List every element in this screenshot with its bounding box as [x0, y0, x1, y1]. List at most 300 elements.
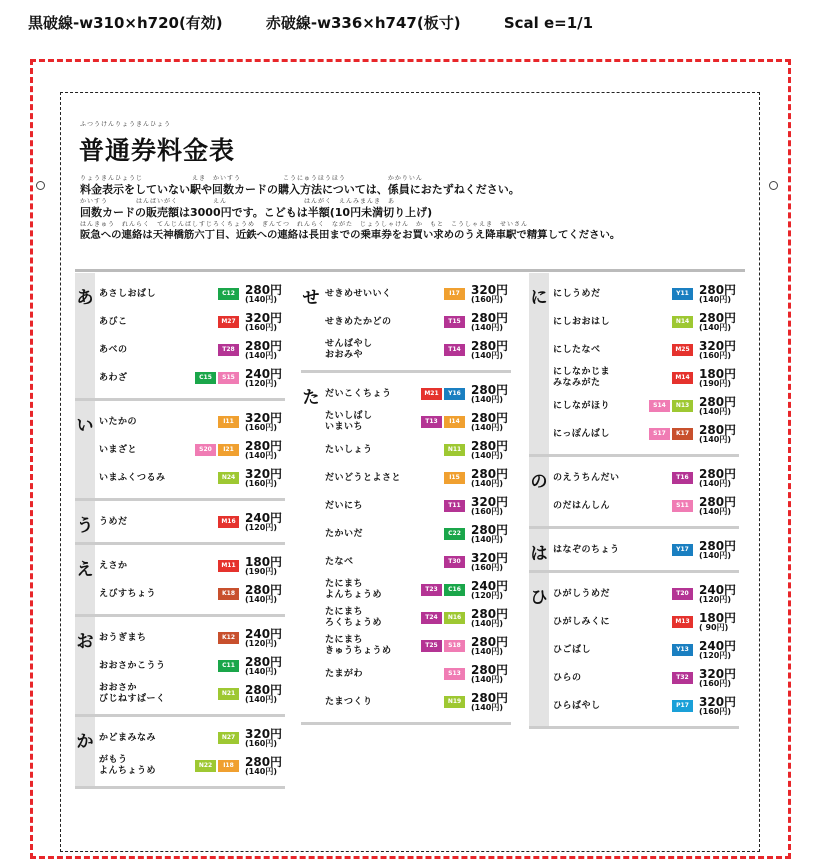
- child-fare: (160円): [471, 294, 504, 304]
- station-code-badge: S14: [649, 400, 670, 412]
- station-name: おうぎまち: [99, 632, 147, 643]
- station-code-badge: S15: [218, 372, 239, 384]
- station-name: にしおおはし: [553, 316, 611, 327]
- kana-heading: せ: [302, 288, 320, 308]
- station-row: [553, 636, 739, 664]
- station-name: にっぽんばし: [553, 428, 610, 439]
- fare-amount: [699, 610, 739, 632]
- station-code-badge: M11: [218, 560, 239, 572]
- station-name: ひがしみくに: [553, 616, 611, 627]
- station-name: せきめせいいく: [325, 288, 392, 299]
- adult-fare: 240円: [245, 366, 283, 381]
- adult-fare: 180円: [699, 366, 737, 381]
- fare-amount: [471, 282, 511, 304]
- station-code-badge: N19: [444, 696, 465, 708]
- station-name: のだはんしん: [553, 500, 611, 511]
- station-name: たなべ: [325, 556, 354, 567]
- child-fare: (140円): [471, 422, 504, 432]
- station-code-badge: M16: [218, 516, 239, 528]
- fare-amount: [471, 690, 511, 712]
- child-fare: (140円): [699, 434, 732, 444]
- station-list: [553, 529, 739, 570]
- station-name: たにまち ろくちょうめ: [325, 607, 383, 628]
- kana-heading: に: [529, 273, 549, 454]
- scale-label: Scal e=1/1: [503, 14, 594, 32]
- child-fare: (140円): [245, 350, 278, 360]
- fare-amount: [245, 310, 285, 332]
- station-name: たまがわ: [325, 668, 364, 679]
- station-code-badge: M14: [672, 372, 693, 384]
- child-fare: (140円): [471, 618, 504, 628]
- child-fare: (140円): [471, 350, 504, 360]
- adult-fare: 280円: [699, 466, 737, 481]
- adult-fare: 280円: [245, 654, 283, 669]
- adult-fare: 280円: [699, 538, 737, 553]
- fare-amount: [699, 666, 739, 688]
- kana-heading: い: [75, 401, 95, 498]
- station-name: だいこくちょう: [325, 388, 392, 399]
- fare-amount: [245, 510, 285, 532]
- station-code-badge: C15: [195, 372, 216, 384]
- fare-amount: [699, 694, 739, 716]
- fare-amount: [245, 338, 285, 360]
- kana-heading: う: [75, 501, 95, 542]
- station-name: いまふくつるみ: [99, 472, 166, 483]
- child-fare: (120円): [471, 590, 504, 600]
- line-badges: [444, 344, 465, 356]
- child-fare: (140円): [245, 294, 278, 304]
- child-fare: (140円): [245, 594, 278, 604]
- station-code-badge: S13: [444, 668, 465, 680]
- kana-group: [75, 545, 285, 617]
- line-badges: [421, 584, 465, 596]
- line-badges: [444, 528, 465, 540]
- station-code-badge: Y13: [672, 644, 693, 656]
- station-name: えびすちょう: [99, 588, 157, 599]
- fare-amount: [471, 310, 511, 332]
- line-badges: [218, 416, 239, 428]
- station-code-badge: T32: [672, 672, 693, 684]
- station-row: [99, 464, 285, 492]
- black-frame-spec: 黒破線-w310×h720(有効): [28, 14, 223, 32]
- station-code-badge: M25: [672, 344, 693, 356]
- station-list: [99, 717, 285, 786]
- fare-amount: [245, 626, 285, 648]
- adult-fare: 320円: [471, 494, 509, 509]
- adult-fare: 280円: [245, 582, 283, 597]
- fare-amount: [471, 634, 511, 656]
- note-ruby: りょうきんひょうじ えき かいすう こうにゅうほうほう かかりいん: [80, 175, 423, 182]
- adult-fare: 320円: [699, 694, 737, 709]
- child-fare: (140円): [245, 666, 278, 676]
- child-fare: (160円): [699, 350, 732, 360]
- station-name: ひごばし: [553, 644, 592, 655]
- station-code-badge: C22: [444, 528, 465, 540]
- station-name: ひがしうめだ: [553, 588, 611, 599]
- adult-fare: 280円: [245, 338, 283, 353]
- line-badges: [421, 416, 465, 428]
- child-fare: (140円): [471, 702, 504, 712]
- station-row: [325, 380, 511, 408]
- line-badges: [218, 588, 239, 600]
- station-row: [99, 508, 285, 536]
- station-code-badge: K18: [218, 588, 239, 600]
- kana-group: [75, 273, 285, 401]
- adult-fare: 280円: [245, 682, 283, 697]
- station-row: [325, 280, 511, 308]
- line-badges: [672, 644, 693, 656]
- adult-fare: 240円: [699, 638, 737, 653]
- page-title: 普通券料金表: [79, 136, 236, 165]
- line-badges: [444, 668, 465, 680]
- station-list: [99, 617, 285, 714]
- station-name: だいどうとよさと: [325, 472, 402, 483]
- child-fare: (160円): [245, 422, 278, 432]
- kana-heading: ひ: [529, 573, 549, 726]
- station-list: [99, 501, 285, 542]
- line-badges: [444, 556, 465, 568]
- station-list: [99, 401, 285, 498]
- station-list: [99, 545, 285, 614]
- station-row: [553, 392, 739, 420]
- fare-amount: [471, 438, 511, 460]
- child-fare: (140円): [699, 322, 732, 332]
- station-row: [325, 632, 511, 660]
- adult-fare: 320円: [245, 466, 283, 481]
- note-text: 阪急への連絡は天神橋筋六丁目、近鉄への連絡は長田までの乗車券をお買い求めのうえ降車駅で精算してください。: [80, 229, 621, 241]
- line-badges: [444, 472, 465, 484]
- child-fare: (140円): [471, 450, 504, 460]
- station-name: のえうちんだい: [553, 472, 620, 483]
- station-code-badge: T11: [444, 500, 465, 512]
- child-fare: (140円): [245, 694, 278, 704]
- child-fare: (120円): [245, 378, 278, 388]
- line-badges: [195, 444, 239, 456]
- station-code-badge: T23: [421, 584, 442, 596]
- line-badges: [218, 516, 239, 528]
- station-code-badge: K17: [672, 428, 693, 440]
- station-name: せんばやし おおみや: [325, 339, 373, 360]
- adult-fare: 320円: [471, 550, 509, 565]
- kana-heading: え: [75, 545, 95, 614]
- line-badges: [672, 344, 693, 356]
- child-fare: (140円): [245, 450, 278, 460]
- fare-amount: [471, 466, 511, 488]
- station-row: [553, 492, 739, 520]
- child-fare: (140円): [471, 478, 504, 488]
- station-row: [99, 280, 285, 308]
- note-2: [80, 198, 750, 219]
- fare-amount: [471, 662, 511, 684]
- station-code-badge: T24: [421, 612, 442, 624]
- child-fare: (140円): [699, 294, 732, 304]
- note-ruby: はんきゅう れんらく てんじんばしすじろくちょうめ ぎんてつ れんらく ながた じょうしゃけん か もと こうしゃえき せいさん: [80, 221, 529, 228]
- adult-fare: 280円: [471, 634, 509, 649]
- child-fare: (120円): [699, 650, 732, 660]
- line-badges: [672, 472, 693, 484]
- fare-column-3: [529, 273, 739, 729]
- adult-fare: 280円: [471, 662, 509, 677]
- mount-hole-right-icon: [769, 181, 778, 190]
- station-code-badge: Y16: [444, 388, 465, 400]
- red-frame-spec: 赤破線-w336×h747(板寸): [265, 14, 461, 32]
- line-badges: [672, 700, 693, 712]
- adult-fare: 280円: [699, 422, 737, 437]
- fare-amount: [471, 550, 511, 572]
- station-row: [325, 336, 511, 364]
- station-row: [553, 420, 739, 448]
- fare-amount: [471, 606, 511, 628]
- adult-fare: 180円: [245, 554, 283, 569]
- child-fare: (120円): [245, 638, 278, 648]
- adult-fare: 240円: [471, 578, 509, 593]
- station-code-badge: I15: [444, 472, 465, 484]
- station-row: [553, 536, 739, 564]
- line-badges: [444, 696, 465, 708]
- station-name: たまつくり: [325, 696, 373, 707]
- station-code-badge: T25: [421, 640, 442, 652]
- line-badges: [218, 732, 239, 744]
- station-code-badge: N22: [195, 760, 216, 772]
- fare-amount: [245, 754, 285, 776]
- child-fare: (160円): [699, 678, 732, 688]
- station-row: [553, 664, 739, 692]
- adult-fare: 280円: [699, 282, 737, 297]
- note-text: 回数カードの販売額は3000円です。こどもは半額(10円未満切り上げ): [80, 206, 433, 219]
- station-row: [325, 604, 511, 632]
- adult-fare: 280円: [699, 394, 737, 409]
- line-badges: [421, 640, 465, 652]
- kana-heading: の: [529, 457, 549, 526]
- notes: [80, 175, 750, 244]
- station-name: がもう よんちょうめ: [99, 755, 157, 776]
- kana-group: [529, 573, 739, 729]
- station-row: [553, 364, 739, 392]
- line-badges: [218, 344, 239, 356]
- station-list: [553, 573, 739, 726]
- fare-amount: [245, 282, 285, 304]
- station-row: [553, 336, 739, 364]
- adult-fare: 320円: [245, 410, 283, 425]
- station-list: [325, 273, 511, 370]
- child-fare: (160円): [245, 478, 278, 488]
- station-code-badge: N27: [218, 732, 239, 744]
- kana-group: [75, 717, 285, 789]
- note-text: 料金表示をしていない駅や回数カードの購入方法については、係員におたずねください。: [80, 183, 520, 196]
- station-code-badge: N14: [672, 316, 693, 328]
- station-code-badge: T16: [672, 472, 693, 484]
- child-fare: ( 90円): [699, 622, 729, 632]
- station-list: [99, 273, 285, 398]
- station-code-badge: P17: [672, 700, 693, 712]
- line-badges: [672, 672, 693, 684]
- station-list: [553, 273, 739, 454]
- fare-amount: [699, 494, 739, 516]
- child-fare: (140円): [699, 550, 732, 560]
- station-row: [325, 688, 511, 716]
- station-name: あびこ: [99, 316, 128, 327]
- station-name: あさしおばし: [99, 288, 157, 299]
- station-code-badge: K12: [218, 632, 239, 644]
- station-row: [553, 608, 739, 636]
- child-fare: (140円): [699, 478, 732, 488]
- line-badges: [672, 372, 693, 384]
- station-row: [99, 724, 285, 752]
- child-fare: (160円): [699, 706, 732, 716]
- station-row: [99, 364, 285, 392]
- child-fare: (160円): [245, 738, 278, 748]
- adult-fare: 240円: [245, 510, 283, 525]
- station-row: [553, 464, 739, 492]
- station-name: にしうめだ: [553, 288, 601, 299]
- station-row: [553, 280, 739, 308]
- fare-amount: [245, 726, 285, 748]
- station-code-badge: N11: [444, 444, 465, 456]
- fare-amount: [245, 410, 285, 432]
- station-code-badge: Y11: [672, 288, 693, 300]
- station-name: いまざと: [99, 444, 138, 455]
- line-badges: [421, 612, 465, 624]
- adult-fare: 320円: [245, 310, 283, 325]
- station-row: [325, 492, 511, 520]
- station-row: [553, 692, 739, 720]
- fare-amount: [471, 410, 511, 432]
- line-badges: [649, 400, 693, 412]
- child-fare: (140円): [245, 766, 278, 776]
- station-code-badge: N21: [218, 688, 239, 700]
- line-badges: [218, 688, 239, 700]
- station-row: [325, 408, 511, 436]
- fare-amount: [471, 338, 511, 360]
- station-name: たいしょう: [325, 444, 373, 455]
- line-badges: [444, 500, 465, 512]
- station-row: [325, 464, 511, 492]
- fare-column-1: [75, 273, 285, 789]
- station-code-badge: S20: [195, 444, 216, 456]
- station-list: [325, 373, 511, 722]
- adult-fare: 320円: [699, 338, 737, 353]
- station-code-badge: C11: [218, 660, 239, 672]
- adult-fare: 320円: [471, 282, 509, 297]
- child-fare: (140円): [471, 674, 504, 684]
- fare-amount: [245, 554, 285, 576]
- child-fare: (140円): [471, 646, 504, 656]
- adult-fare: 280円: [245, 754, 283, 769]
- adult-fare: 280円: [471, 310, 509, 325]
- station-name: あべの: [99, 344, 128, 355]
- station-row: [553, 580, 739, 608]
- fare-amount: [245, 682, 285, 704]
- print-specs: [28, 12, 808, 33]
- station-code-badge: M21: [421, 388, 442, 400]
- station-name: かどまみなみ: [99, 732, 157, 743]
- station-name: にしながほり: [553, 400, 611, 411]
- kana-heading: お: [75, 617, 95, 714]
- station-row: [99, 652, 285, 680]
- adult-fare: 280円: [471, 522, 509, 537]
- adult-fare: 280円: [471, 690, 509, 705]
- fare-amount: [699, 422, 739, 444]
- station-name: おおさか びじねすぱーく: [99, 683, 166, 704]
- fare-amount: [699, 394, 739, 416]
- kana-heading: あ: [75, 273, 95, 398]
- station-code-badge: T20: [672, 588, 693, 600]
- station-name: せきめたかどの: [325, 316, 392, 327]
- station-row: [99, 436, 285, 464]
- station-name: たにまち きゅうちょうめ: [325, 635, 392, 656]
- fare-amount: [699, 638, 739, 660]
- adult-fare: 240円: [699, 582, 737, 597]
- note-ruby: かいすう はんばいがく えん はんがく えんみまんき あ: [80, 198, 396, 205]
- station-row: [99, 308, 285, 336]
- station-row: [99, 408, 285, 436]
- station-list: [553, 457, 739, 526]
- child-fare: (160円): [245, 322, 278, 332]
- station-code-badge: T13: [421, 416, 442, 428]
- line-badges: [672, 500, 693, 512]
- adult-fare: 280円: [471, 438, 509, 453]
- station-code-badge: I18: [218, 760, 239, 772]
- fare-amount: [245, 466, 285, 488]
- child-fare: (190円): [699, 378, 732, 388]
- child-fare: (190円): [245, 566, 278, 576]
- line-badges: [421, 388, 465, 400]
- station-name: たかいだ: [325, 528, 364, 539]
- table-top-rule: [75, 269, 745, 272]
- station-name: うめだ: [99, 516, 128, 527]
- fare-amount: [471, 382, 511, 404]
- line-badges: [218, 560, 239, 572]
- station-name: あわざ: [99, 372, 128, 383]
- fare-amount: [245, 438, 285, 460]
- line-badges: [195, 760, 239, 772]
- line-badges: [444, 316, 465, 328]
- kana-group: [75, 617, 285, 717]
- station-code-badge: M27: [218, 316, 239, 328]
- station-code-badge: M13: [672, 616, 693, 628]
- station-code-badge: T28: [218, 344, 239, 356]
- note-1: [80, 175, 750, 196]
- child-fare: (140円): [699, 406, 732, 416]
- adult-fare: 280円: [699, 494, 737, 509]
- child-fare: (140円): [471, 394, 504, 404]
- station-name: だいにち: [325, 500, 364, 511]
- station-row: [99, 580, 285, 608]
- station-code-badge: C16: [444, 584, 465, 596]
- kana-group: [301, 273, 511, 373]
- station-row: [99, 624, 285, 652]
- station-code-badge: S11: [672, 500, 693, 512]
- line-badges: [672, 616, 693, 628]
- line-badges: [672, 316, 693, 328]
- child-fare: (120円): [699, 594, 732, 604]
- fare-amount: [699, 282, 739, 304]
- station-name: おおさかこうう: [99, 660, 166, 671]
- fare-amount: [245, 582, 285, 604]
- child-fare: (160円): [471, 506, 504, 516]
- line-badges: [444, 288, 465, 300]
- station-code-badge: I21: [218, 444, 239, 456]
- station-row: [325, 308, 511, 336]
- mount-hole-left-icon: [36, 181, 45, 190]
- adult-fare: 280円: [471, 382, 509, 397]
- child-fare: (140円): [471, 322, 504, 332]
- station-code-badge: N13: [672, 400, 693, 412]
- kana-group: [75, 501, 285, 545]
- fare-amount: [699, 538, 739, 560]
- adult-fare: 280円: [471, 410, 509, 425]
- line-badges: [672, 588, 693, 600]
